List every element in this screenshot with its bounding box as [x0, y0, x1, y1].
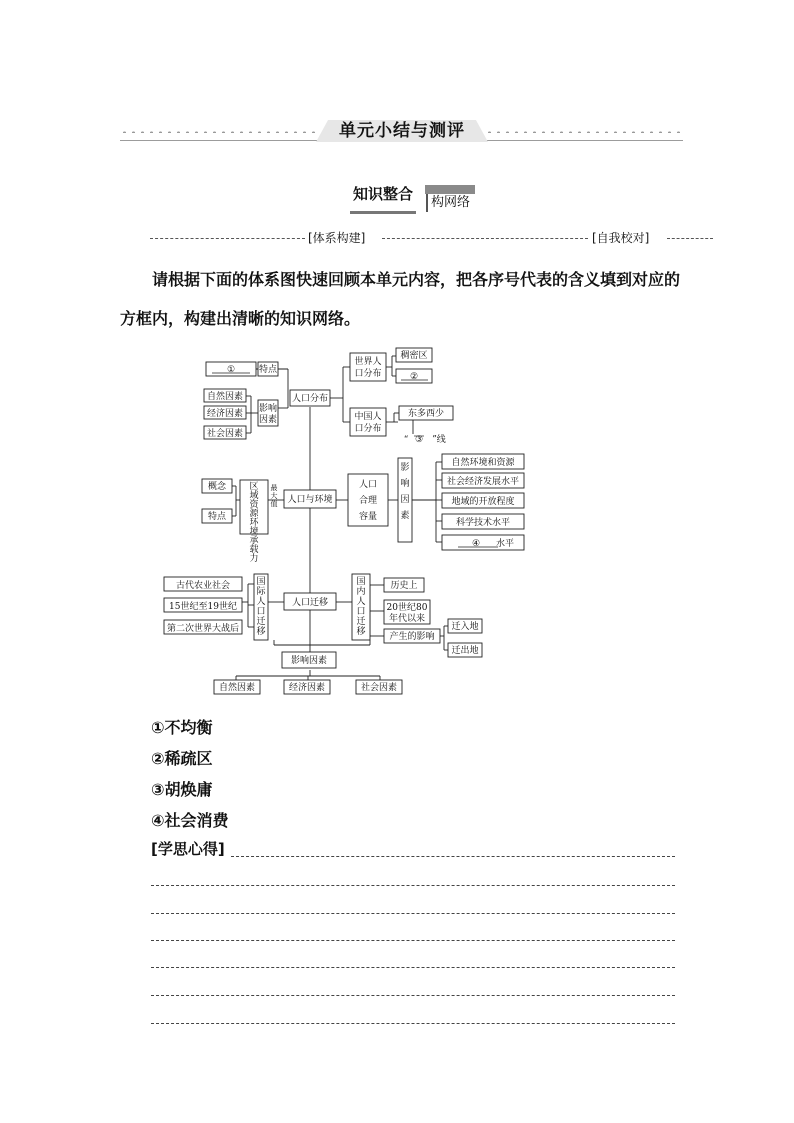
blank4-label: ④ — [471, 539, 481, 549]
answer-item-4: ④社会消费 — [151, 811, 229, 830]
decorative-dots-left — [120, 131, 320, 133]
section-badge — [350, 183, 480, 213]
dist-factor-2: 经济因素 — [206, 409, 244, 419]
intl-period-2: 15世纪至19世纪 — [169, 602, 237, 612]
china-label: 中国人口分布 — [354, 412, 382, 434]
cap-factor-1: 自然环境和资源 — [451, 458, 515, 468]
dom-period-1: 历史上 — [390, 581, 418, 591]
cap-factor-2: 社会经济发展水平 — [446, 477, 520, 487]
migration-label: 人口迁移 — [291, 598, 329, 608]
blank2-label: ② — [409, 372, 419, 382]
capacity-label: 人口合理容量 — [358, 480, 378, 522]
section-badge-main: 知识整合 — [350, 183, 416, 214]
world-label: 世界人口分布 — [354, 357, 382, 379]
dist-factor-3: 社会因素 — [206, 429, 244, 439]
notes-label: [学思心得] — [151, 840, 225, 858]
mig-factor-1: 自然因素 — [218, 683, 256, 693]
mig-factor-2: 经济因素 — [288, 683, 326, 693]
divider-dash-3 — [667, 238, 713, 239]
international-label: 国际人口迁移 — [256, 577, 266, 637]
answer-item-3: ③胡焕庸 — [151, 780, 213, 799]
distribution-label: 人口分布 — [291, 394, 329, 404]
concept-label: 概念 — [207, 482, 227, 492]
line-close-quote: ”线 — [432, 435, 446, 445]
note-line-2[interactable] — [151, 885, 675, 886]
line-open-quote: “ — [403, 435, 409, 445]
decorative-dots-right — [485, 131, 683, 133]
blank3-label: ③ — [414, 435, 424, 445]
dom-period-2: 20世纪80 年代以来 — [386, 603, 428, 624]
cap-traits-label: 特点 — [207, 512, 227, 522]
region-label: 区域资源环境承载力 — [249, 482, 259, 564]
instruction-text: 请根据下面的体系图快速回顾本单元内容，把各序号代表的含义填到对应的方框内，构建出清晰的知识网络。 — [120, 270, 681, 328]
divider-dash-1 — [150, 238, 305, 239]
dist-factor-1: 自然因素 — [206, 392, 244, 402]
answer-item-2: ②稀疏区 — [151, 749, 213, 768]
answer-list — [151, 712, 451, 836]
mig-factors-label: 影响因素 — [290, 656, 328, 666]
note-line-3[interactable] — [151, 913, 675, 914]
blank4-suffix: 水平 — [495, 539, 515, 549]
note-line-4[interactable] — [151, 940, 675, 941]
traits-label: 特点 — [258, 365, 278, 375]
domestic-label: 国内人口迁移 — [356, 577, 366, 637]
divider-label-left: [体系构建] — [308, 231, 366, 245]
cap-factor-3: 地域的开放程度 — [451, 497, 515, 507]
note-line-6[interactable] — [151, 995, 675, 996]
cap-factors-label: 影响因素 — [400, 463, 410, 521]
cap-factor-4: 科学技术水平 — [455, 518, 511, 528]
note-line-1[interactable] — [231, 856, 675, 857]
blank1-label: ① — [226, 365, 236, 375]
world-dense-label: 稠密区 — [400, 351, 428, 361]
section-badge-sub: 构网络 — [426, 194, 470, 212]
intl-period-1: 古代农业社会 — [175, 581, 231, 591]
impact-out-label: 迁出地 — [451, 646, 479, 656]
section-divider — [150, 229, 713, 247]
unit-header-banner — [120, 118, 683, 144]
divider-label-right: [自我校对] — [592, 231, 650, 245]
impact-in-label: 迁入地 — [451, 622, 479, 632]
note-line-5[interactable] — [151, 967, 675, 968]
mig-factor-3: 社会因素 — [360, 683, 398, 693]
note-line-7[interactable] — [151, 1023, 675, 1024]
center-label: 人口与环境 — [287, 495, 333, 505]
impact-label: 产生的影响 — [389, 632, 435, 642]
badge-decoration-strip — [425, 185, 475, 194]
intl-period-3: 第二次世界大战后 — [166, 624, 240, 634]
dist-factors-label: 影响因素 — [258, 404, 278, 425]
china-pattern-label: 东多西少 — [407, 409, 445, 419]
answer-item-1: ①不均衡 — [151, 718, 213, 737]
knowledge-network-diagram — [158, 340, 538, 700]
diagram-svg — [158, 340, 538, 700]
max-label: 最大值 — [270, 484, 278, 508]
unit-title: 单元小结与测评 — [339, 121, 465, 141]
divider-dash-2 — [382, 238, 588, 239]
